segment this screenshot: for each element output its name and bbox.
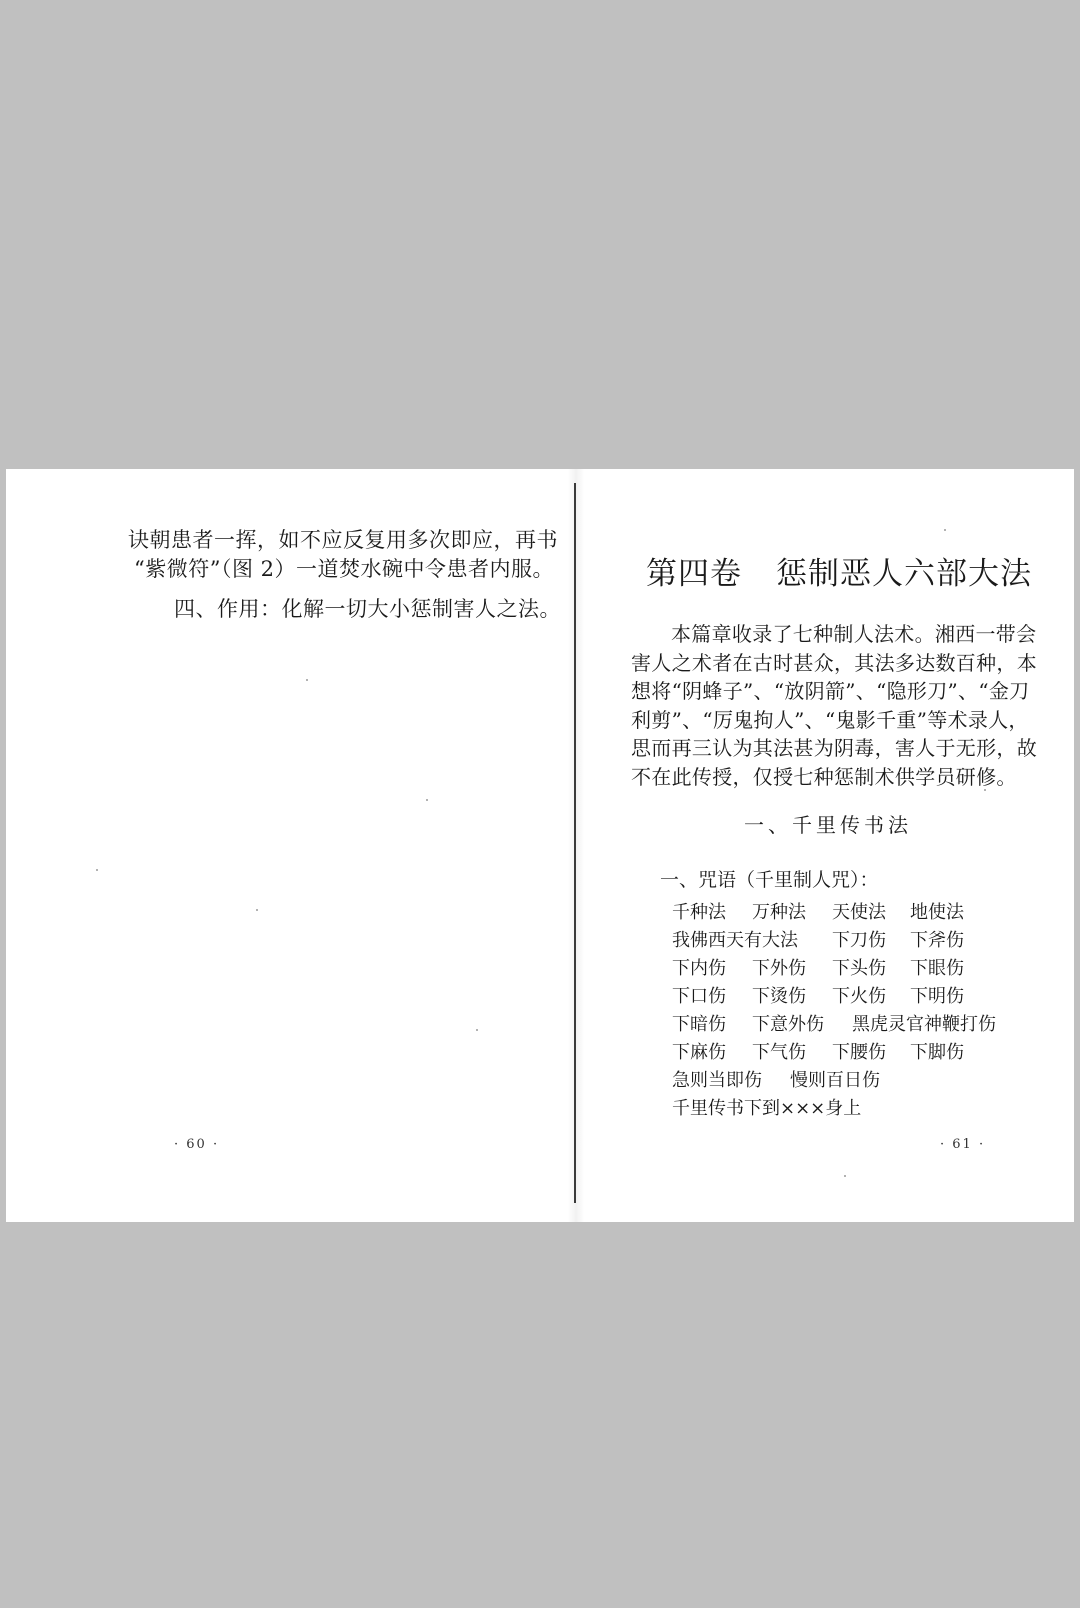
paragraph-line: 不在此传授，仅授七种惩制术供学员研修。 bbox=[631, 764, 1017, 789]
incantation-phrase: 下刀伤 bbox=[832, 930, 886, 951]
text-line: 诀朝患者一挥，如不应反复用多次即应，再书 bbox=[128, 528, 558, 552]
incantation-phrase: 急则当即伤 bbox=[672, 1070, 762, 1091]
scan-speck bbox=[96, 869, 98, 871]
left-page bbox=[6, 469, 568, 1222]
right-page bbox=[584, 469, 1074, 1222]
book-spread-scan bbox=[6, 469, 1074, 1222]
text-line: 四、作用：化解一切大小惩制害人之法。 bbox=[174, 597, 561, 621]
text-line: “紫微符”（图 2）一道焚水碗中令患者内服。 bbox=[134, 557, 555, 581]
book-gutter-line bbox=[574, 483, 576, 1203]
paragraph-line: 想将“阴蜂子”、“放阴箭”、“隐形刀”、“金刀 bbox=[631, 679, 1030, 703]
incantation-phrase: 下腰伤 bbox=[832, 1042, 886, 1063]
incantation-phrase: 下烫伤 bbox=[752, 986, 806, 1007]
scan-speck bbox=[476, 1029, 478, 1031]
incantation-phrase: 千里传书下到×××身上 bbox=[672, 1098, 862, 1119]
incantation-phrase: 黑虎灵官神鞭打伤 bbox=[852, 1014, 996, 1035]
incantation-phrase: 下内伤 bbox=[672, 958, 726, 979]
chapter-volume: 第四卷 bbox=[646, 556, 742, 592]
incantation-phrase: 下火伤 bbox=[832, 986, 886, 1007]
incantation-phrase: 下头伤 bbox=[832, 958, 886, 979]
incantation-phrase: 我佛西天有大法 bbox=[672, 930, 798, 951]
incantation-phrase: 下麻伤 bbox=[672, 1042, 726, 1063]
incantation-phrase: 千种法 bbox=[672, 902, 726, 923]
scan-speck bbox=[306, 679, 308, 681]
incantation-phrase: 下斧伤 bbox=[910, 930, 964, 951]
chapter-name: 惩制恶人六部大法 bbox=[776, 556, 1032, 592]
page-number: · 60 · bbox=[174, 1137, 220, 1152]
incantation-phrase: 下暗伤 bbox=[672, 1014, 726, 1035]
intro-paragraph bbox=[631, 620, 1051, 791]
paragraph-line: 害人之术者在古时甚众，其法多达数百种，本 bbox=[631, 650, 1037, 675]
incantation-phrase: 下口伤 bbox=[672, 986, 726, 1007]
subsection-title: 一、咒语（千里制人咒）： bbox=[660, 869, 879, 891]
incantation-phrase: 下脚伤 bbox=[910, 1042, 964, 1063]
section-title: 一、千里传书法 bbox=[744, 813, 912, 837]
scan-speck bbox=[944, 529, 946, 531]
gutter-shadow bbox=[568, 469, 584, 1222]
paragraph-line: 思而再三认为其法甚为阴毒，害人于无形，故 bbox=[631, 736, 1037, 760]
incantation-phrase: 地使法 bbox=[910, 902, 964, 923]
page-number: · 61 · bbox=[940, 1137, 986, 1152]
incantation-phrase: 下外伤 bbox=[752, 958, 806, 979]
incantation-phrase: 下明伤 bbox=[910, 986, 964, 1007]
scan-speck bbox=[984, 789, 986, 791]
incantation-phrase: 下眼伤 bbox=[910, 958, 964, 979]
chapter-title bbox=[646, 554, 1032, 594]
scan-speck bbox=[844, 1175, 846, 1177]
incantation-phrase: 万种法 bbox=[752, 902, 806, 923]
incantation-phrase: 下气伤 bbox=[752, 1042, 806, 1063]
paragraph-line: 本篇章收录了七种制人法术。湘西一带会 bbox=[671, 622, 1037, 646]
paragraph-line: 利剪”、“厉鬼拘人”、“鬼影千重”等术录人， bbox=[631, 707, 1029, 732]
incantation-phrase: 天使法 bbox=[832, 902, 886, 923]
scan-speck bbox=[426, 799, 428, 801]
incantation-phrase: 下意外伤 bbox=[752, 1014, 824, 1035]
incantation-phrase: 慢则百日伤 bbox=[790, 1070, 880, 1091]
scan-speck bbox=[256, 909, 258, 911]
